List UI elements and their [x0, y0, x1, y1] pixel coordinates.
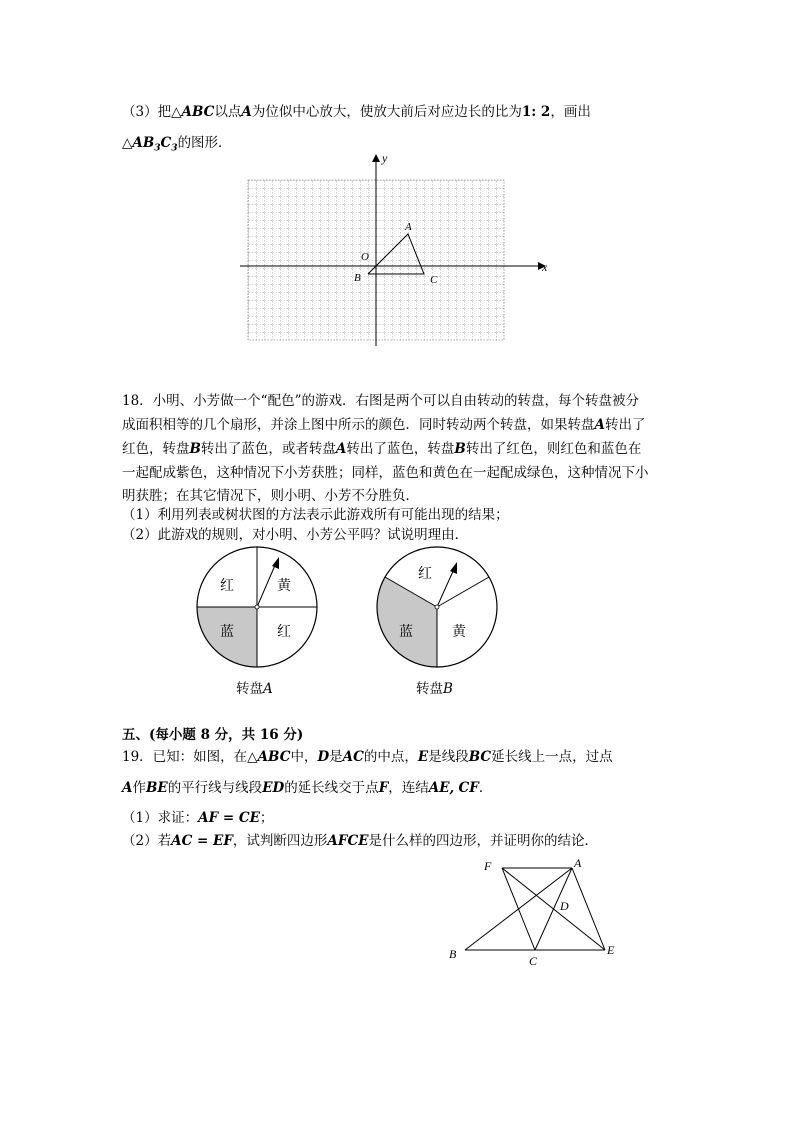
q19-line1: 19．已知：如图，在△ABC中，D是AC的中点，E是线段BC延长线上一点，过点: [122, 749, 613, 765]
spinner-b-red: 红: [418, 567, 432, 582]
spinner-a: [197, 547, 317, 667]
spinner-b-pointer-arrow: [450, 562, 457, 574]
spinner-a-red2: 红: [277, 625, 291, 640]
coordinate-grid-figure: [240, 150, 560, 346]
y-axis-arrow: [372, 154, 380, 162]
spinner-a-blue: 蓝: [220, 625, 234, 640]
origin-label: O: [361, 251, 369, 263]
abc-label: ABC: [181, 104, 215, 120]
q19-line2: A作BE的平行线与线段ED的延长线交于点F，连结AE, CF．: [122, 780, 493, 796]
ratio: 1: 2: [521, 104, 551, 120]
parallelogram-figure: [440, 850, 630, 970]
spinner-a-pointer-arrow: [272, 557, 279, 569]
point-f-label: F: [484, 859, 492, 873]
spinner-b-caption: 转盘B: [416, 681, 453, 697]
q18-line3: 红色，转盘B转出了蓝色，或者转盘A转出了蓝色，转盘B转出了红色，则红色和蓝色在: [122, 441, 642, 457]
q18-line5: 明获胜；在其它情况下，则小明、小芳不分胜负．: [122, 488, 419, 504]
point-b-label: B: [449, 947, 457, 961]
point-c-label: C: [529, 954, 538, 968]
x-axis-label: x: [542, 260, 548, 274]
point-d-label: D: [560, 899, 569, 913]
q18-sub1: （1）利用列表或树状图的方法表示此游戏所有可能出现的结果；: [122, 507, 509, 523]
q18-line2: 成面积相等的几个扇形，并涂上图中所示的颜色．同时转动两个转盘，如果转盘A转出了: [122, 417, 646, 433]
spinners-figure: [180, 540, 520, 710]
segment-fe: [502, 868, 605, 950]
q17-part3-line2: $\triangle AB_3C_3$的图形．: [122, 135, 232, 154]
segment-fc: [502, 868, 535, 950]
q18-sub2: （2）此游戏的规则，对小明、小芳公平吗？试说明理由．: [122, 527, 469, 543]
q17-part3-line1: （3）把△ABC以点A为位似中心放大，使放大前后对应边长的比为1: 2，画出: [122, 104, 591, 120]
y-axis-label: y: [382, 151, 388, 165]
spinner-b-blue: 蓝: [399, 625, 413, 640]
q18-line1: 18．小明、小芳做一个“配色”的游戏．右图是两个可以自由转动的转盘，每个转盘被分: [122, 393, 639, 409]
point-a-label: A: [574, 856, 582, 870]
point-e-label: E: [607, 943, 615, 957]
spinner-a-yellow: 黄: [277, 579, 291, 594]
vertex-b-label: B: [354, 272, 361, 284]
spinner-b: [377, 547, 497, 667]
q19-sub1: （1）求证：AF = CE；: [122, 810, 274, 826]
q18-line4: 一起配成紫色，这种情况下小芳获胜；同样，蓝色和黄色在一起配成绿色，这种情况下小: [122, 465, 649, 481]
vertex-c-label: C: [430, 274, 438, 286]
spinner-a-pointer: [257, 563, 276, 607]
section5-title: 五、(每小题 8 分，共 16 分): [122, 727, 304, 743]
spinner-b-yellow: 黄: [452, 625, 466, 640]
spinner-a-caption: 转盘A: [236, 681, 273, 697]
segment-ae: [572, 868, 605, 950]
vertex-a-label: A: [405, 221, 412, 233]
spinner-b-pointer: [437, 569, 454, 607]
spinner-b-blue-sector: [377, 577, 437, 667]
spinner-a-red1: 红: [220, 579, 234, 594]
q19-sub2: （2）若AC = EF，试判断四边形AFCE是什么样的四边形，并证明你的结论．: [122, 833, 598, 849]
